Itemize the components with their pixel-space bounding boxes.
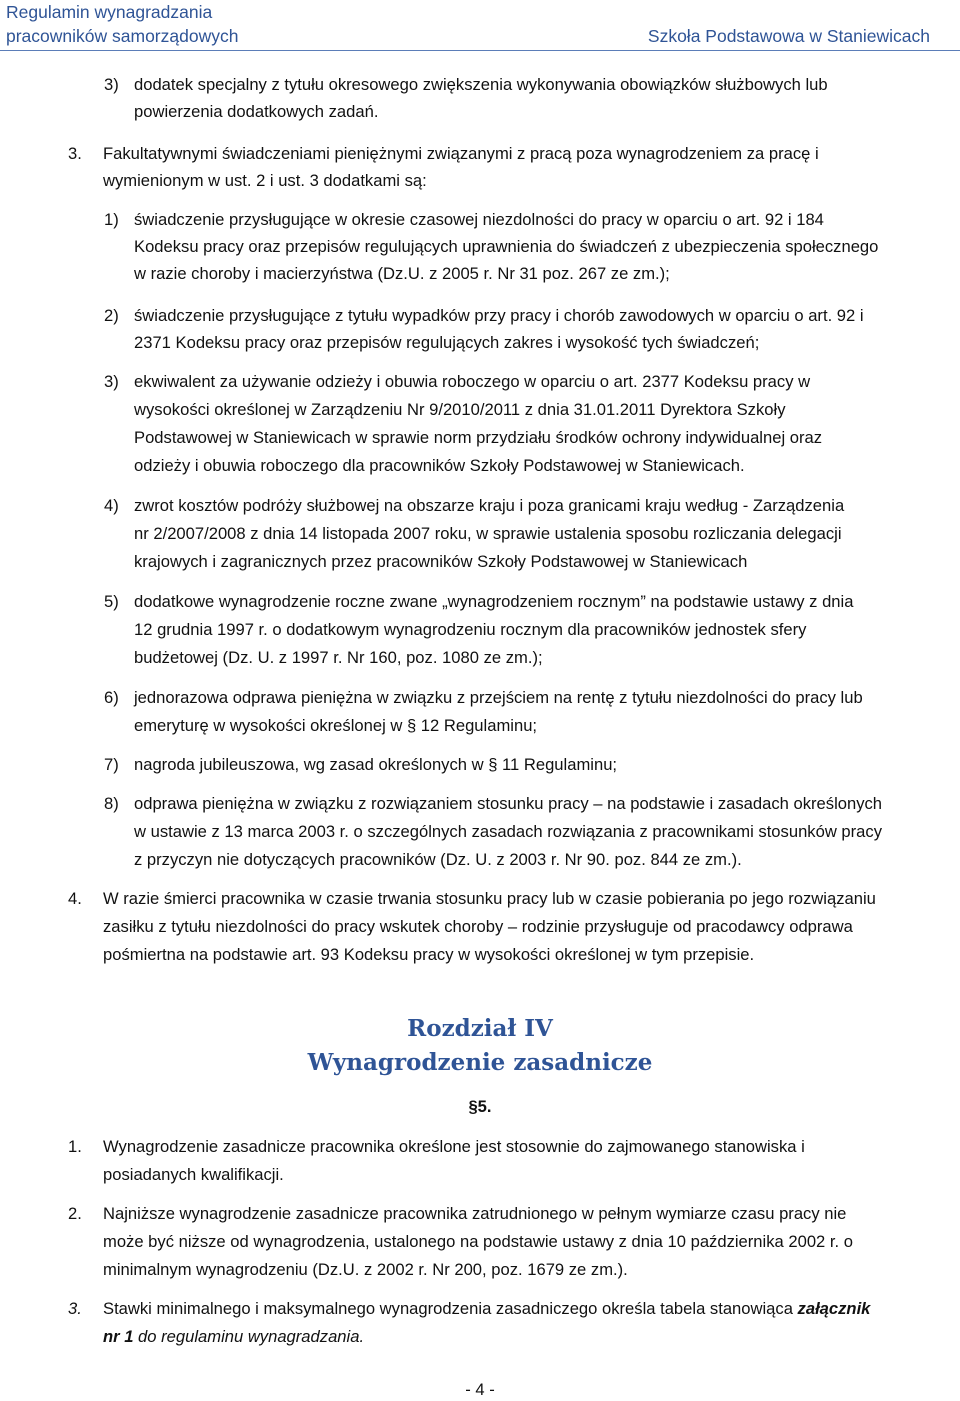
- header-school-name: Szkoła Podstawowa w Staniewicach: [647, 26, 930, 46]
- list-item-text: dodatek specjalny z tytułu okresowego zwiększenia wykonywania obowiązków służbowych lub: [134, 75, 828, 94]
- section-text: [103, 1323, 364, 1351]
- list-item-text: z przyczyn nie dotyczących pracowników (Dz. U. z 2003 r. Nr 90. poz. 844 ze zm.).: [134, 850, 742, 869]
- section-text: zasiłku z tytułu niezdolności do pracy wskutek choroby – rodzinie przysługuje od pracodawcy odprawa: [103, 917, 853, 936]
- section-text: W razie śmierci pracownika w czasie trwania stosunku pracy lub w czasie pobierania po jego rozwiązaniu: [103, 889, 876, 908]
- list-item-number: 3): [104, 372, 119, 391]
- list-item-text: świadczenie przysługujące z tytułu wypadków przy pracy i chorób zawodowych w oparciu o art. 92 i: [134, 306, 864, 325]
- section-text-italic: do regulaminu wynagradzania.: [133, 1327, 365, 1346]
- list-item-text: 2371 Kodeksu pracy oraz przepisów regulujących zakres i wysokość tych świadczeń;: [134, 333, 760, 352]
- section-number: 3.: [68, 1299, 82, 1318]
- section-text: posiadanych kwalifikacji.: [103, 1165, 284, 1184]
- section-text: pośmiertna na podstawie art. 93 Kodeksu pracy w wysokości określonej w tym przepisie.: [103, 945, 755, 964]
- list-item-text: budżetowej (Dz. U. z 1997 r. Nr 160, poz. 1080 ze zm.);: [134, 648, 543, 667]
- header-title: [6, 0, 238, 48]
- list-item-text: zwrot kosztów podróży służbowej na obszarze kraju i poza granicami kraju według - Zarządzenia: [134, 496, 845, 515]
- section-number: 3.: [68, 144, 82, 163]
- list-item-text: 12 grudnia 1997 r. o dodatkowym wynagrodzeniu rocznym dla pracowników jednostek sfery: [134, 620, 807, 639]
- chapter-subtitle: Wynagrodzenie zasadnicze: [307, 1049, 653, 1076]
- header-title-line1: Regulamin wynagradzania: [6, 2, 213, 22]
- attachment-number: nr 1: [103, 1327, 134, 1346]
- section-number: 4.: [68, 889, 82, 908]
- list-item-number: 1): [104, 210, 119, 229]
- section-text: Najniższe wynagrodzenie zasadnicze pracownika zatrudnionego w pełnym wymiarze czasu pracy nie: [103, 1204, 847, 1223]
- header-title-line2: pracowników samorządowych: [6, 26, 239, 46]
- list-item-number: 7): [104, 755, 119, 774]
- list-item-text: wysokości określonej w Zarządzeniu Nr 9/2010/2011 z dnia 31.01.2011 Dyrektora Szkoły: [134, 400, 786, 419]
- attachment-reference: załącznik: [797, 1299, 871, 1318]
- list-item-text: odprawa pieniężna w związku z rozwiązaniem stosunku pracy – na podstawie i zasadach określonych: [134, 794, 883, 813]
- list-item-text: jednorazowa odprawa pieniężna w związku z przejściem na rentę z tytułu niezdolności do pracy lub: [134, 688, 863, 707]
- page-number: - 4 -: [465, 1380, 495, 1399]
- section-text: Fakultatywnymi świadczeniami pieniężnymi związanymi z pracą poza wynagrodzeniem za pracę i: [103, 144, 819, 163]
- list-item-number: 3): [104, 75, 119, 94]
- list-item-number: 5): [104, 592, 119, 611]
- list-item-text: w ustawie z 13 marca 2003 r. o szczególnych zasadach rozwiązania z pracownikami stosunków pracy: [134, 822, 882, 841]
- section-text: minimalnym wynagrodzeniu (Dz.U. z 2002 r. Nr 200, poz. 1679 ze zm.).: [103, 1260, 628, 1279]
- list-item-number: 8): [104, 794, 119, 813]
- list-item-text: w razie choroby i macierzyństwa (Dz.U. z 2005 r. Nr 31 poz. 267 ze zm.);: [134, 264, 670, 283]
- list-item-text: Podstawowej w Staniewicach w sprawie norm przydziału środków ochrony indywidualnej oraz: [134, 428, 823, 447]
- list-item-text: Kodeksu pracy oraz przepisów regulujących uprawnienia do świadczeń z ubezpieczenia społecznego: [134, 237, 879, 256]
- section-text: wymienionym w ust. 2 i ust. 3 dodatkami są:: [103, 171, 427, 190]
- section-number: 2.: [68, 1204, 82, 1223]
- section-text: może być niższe od wynagrodzenia, ustalonego na podstawie ustawy z dnia 10 października 2002 r. o: [103, 1232, 853, 1251]
- list-item-number: 2): [104, 306, 119, 325]
- chapter-title: Rozdział IV: [407, 1015, 553, 1042]
- list-item-text: nagroda jubileuszowa, wg zasad określonych w § 11 Regulaminu;: [134, 755, 618, 774]
- list-item-text: dodatkowe wynagrodzenie roczne zwane „wynagrodzeniem rocznym” na podstawie ustawy z dnia: [134, 592, 854, 611]
- list-item-text: odzieży i obuwia roboczego dla pracowników Szkoły Podstawowej w Staniewicach.: [134, 456, 745, 475]
- list-item-text: ekwiwalent za używanie odzieży i obuwia roboczego w oparciu o art. 2377 Kodeksu pracy w: [134, 372, 811, 391]
- list-item-text: krajowych i zagranicznych przez pracowników Szkoły Podstawowej w Staniewicach: [134, 552, 748, 571]
- section-text: [103, 1295, 870, 1323]
- list-item-number: 4): [104, 496, 119, 515]
- list-item-number: 6): [104, 688, 119, 707]
- paragraph-mark: §5.: [468, 1097, 492, 1116]
- list-item-text: powierzenia dodatkowych zadań.: [134, 102, 379, 121]
- list-item-text: świadczenie przysługujące w okresie czasowej niezdolności do pracy w oparciu o art. 92 i 184: [134, 210, 824, 229]
- section-number: 1.: [68, 1137, 82, 1156]
- list-item-text: emeryturę w wysokości określonej w § 12 Regulaminu;: [134, 716, 538, 735]
- section-text: Wynagrodzenie zasadnicze pracownika określone jest stosownie do zajmowanego stanowiska i: [103, 1137, 805, 1156]
- header-divider: [0, 50, 960, 51]
- list-item-text: nr 2/2007/2008 z dnia 14 listopada 2007 roku, w sprawie ustalenia sposobu rozliczania delegacji: [134, 524, 842, 543]
- section-text-regular: Stawki minimalnego i maksymalnego wynagrodzenia zasadniczego określa tabela stanowiąca: [103, 1299, 798, 1318]
